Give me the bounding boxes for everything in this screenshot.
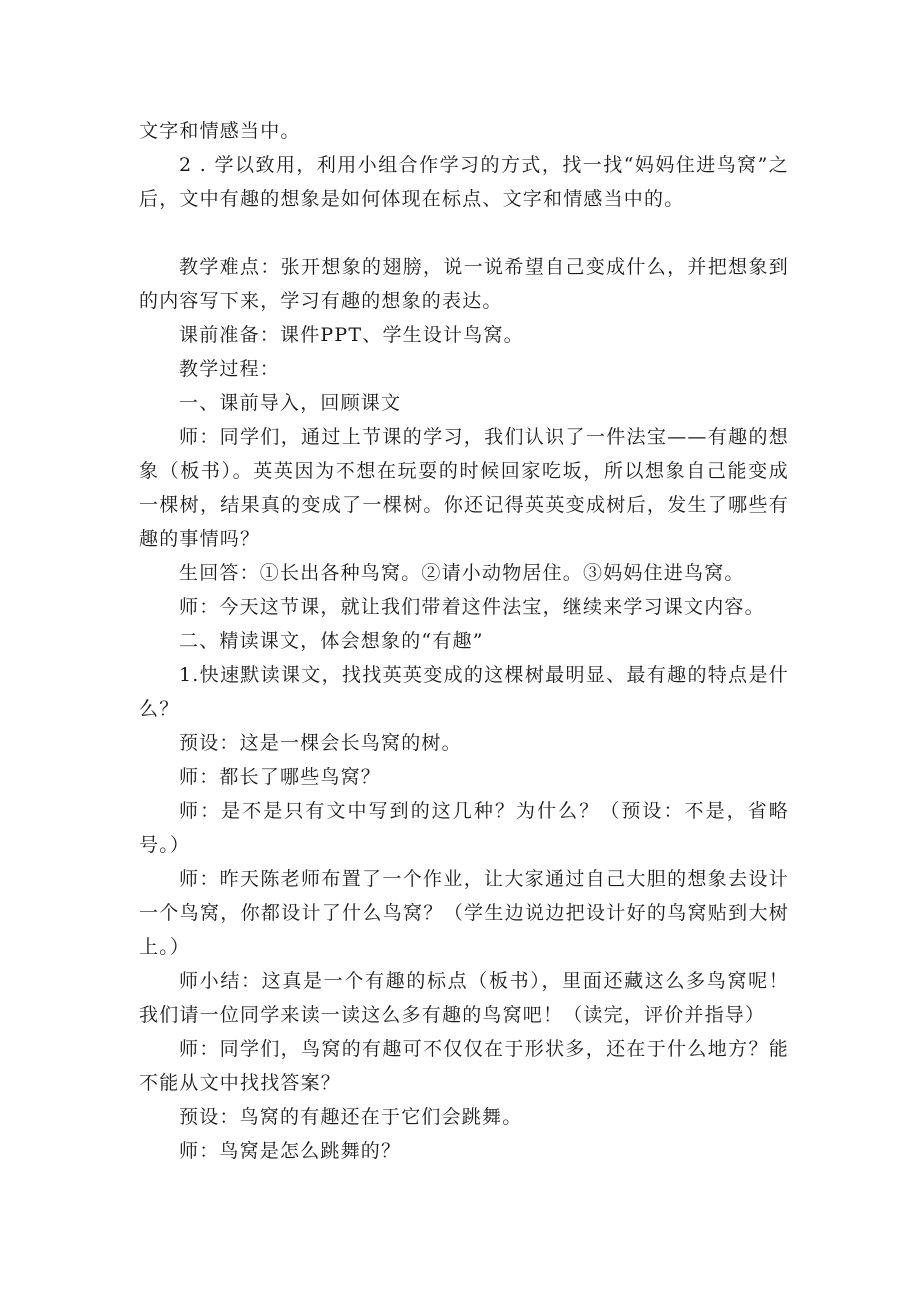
paragraph-continuation: 文字和情感当中。 <box>139 120 301 142</box>
section-heading-1: 一、课前导入，回顾课文 <box>179 392 402 414</box>
paragraph-teacher-question-2: 师：是不是只有文中写到的这几种？为什么？（预设：不是，省略号。） <box>139 800 789 856</box>
paragraph-preparation: 课前准备：课件PPT、学生设计鸟窝。 <box>179 324 524 346</box>
document-body <box>139 114 789 1168</box>
paragraph-student-answer: 生回答：①长出各种鸟窝。②请小动物居住。③妈妈住进鸟窝。 <box>179 562 745 584</box>
paragraph-teacher-question-4: 师：鸟窝是怎么跳舞的？ <box>179 1140 402 1162</box>
paragraph-preset-1: 预设：这是一棵会长鸟窝的树。 <box>179 732 462 754</box>
paragraph-teacher-question-1: 师：都长了哪些鸟窝？ <box>179 766 382 788</box>
section-heading-2: 二、精读课文，体会想象的“有趣” <box>179 630 484 652</box>
paragraph-teaching-difficulty: 教学难点：张开想象的翅膀，说一说希望自己变成什么，并把想象到的内容写下来，学习有趣的想象的表达。 <box>139 256 789 312</box>
paragraph-teacher-homework: 师：昨天陈老师布置了一个作业，让大家通过自己大胆的想象去设计一个鸟窝，你都设计了什么鸟窝？（学生边说边把设计好的鸟窝贴到大树上。） <box>139 868 789 958</box>
paragraph-preset-2: 预设：鸟窝的有趣还在于它们会跳舞。 <box>179 1106 523 1128</box>
paragraph-teacher-intro: 师：同学们，通过上节课的学习，我们认识了一件法宝——有趣的想象（板书）。英英因为不想在玩耍的时候回家吃坂，所以想象自己能变成一棵树，结果真的变成了一棵树。你还记得英英变成树后，发生了哪些有趣的事情吗？ <box>139 426 789 550</box>
paragraph-teacher-summary: 师小结：这真是一个有趣的标点（板书），里面还藏这么多鸟窝呢！我们请一位同学来读一读这么多有趣的鸟窝吧！（读完，评价并指导） <box>139 970 789 1026</box>
paragraph-task-1: 1.快速默读课文，找找英英变成的这棵树最明显、最有趣的特点是什么？ <box>139 664 789 720</box>
paragraph-objective-2: 2 . 学以致用，利用小组合作学习的方式，找一找“妈妈住进鸟窝”之后，文中有趣的想象是如何体现在标点、文字和情感当中的。 <box>139 154 789 210</box>
paragraph-teacher-question-3: 师：同学们，鸟窝的有趣可不仅仅在于形状多，还在于什么地方？能不能从文中找找答案？ <box>139 1038 789 1094</box>
paragraph-teacher-transition: 师：今天这节课，就让我们带着这件法宝，继续来学习课文内容。 <box>179 596 765 618</box>
paragraph-process-heading: 教学过程： <box>179 358 281 380</box>
